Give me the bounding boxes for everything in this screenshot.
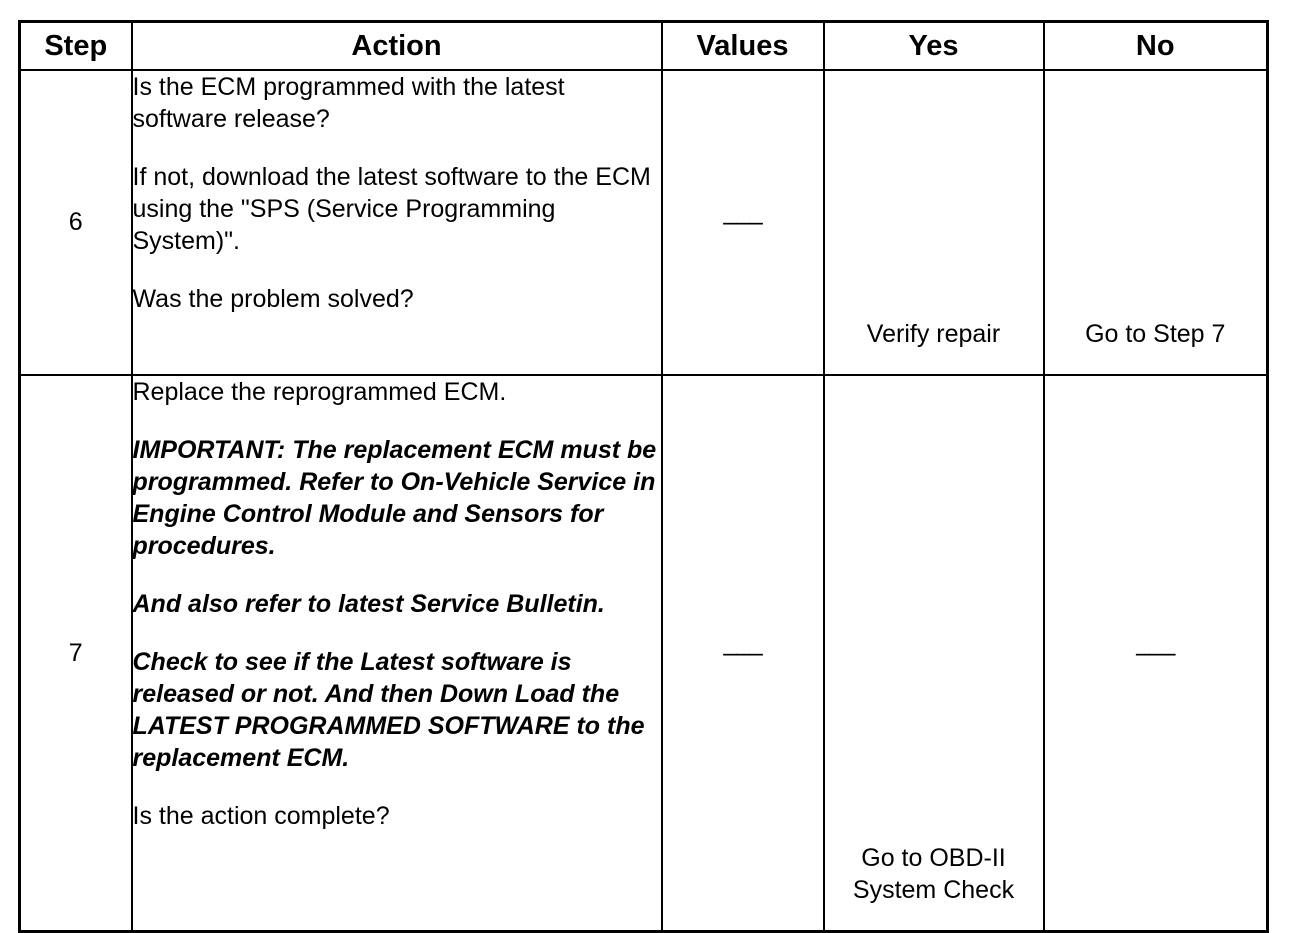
header-action: Action — [132, 22, 662, 71]
action-cell — [132, 70, 662, 375]
header-yes: Yes — [824, 22, 1044, 71]
action-question: Is the action complete? — [132, 802, 390, 830]
header-step: Step — [20, 22, 132, 71]
values-text: ––– — [723, 208, 762, 236]
header-row — [20, 22, 1268, 71]
header-no: No — [1044, 22, 1268, 71]
action-cell — [132, 375, 662, 932]
no-cell — [1044, 375, 1268, 932]
header-values: Values — [662, 22, 824, 71]
action-text: Is the ECM programmed with the latest software release? — [132, 73, 565, 133]
step-number: 7 — [20, 375, 132, 932]
no-text: ––– — [1135, 638, 1175, 667]
step-number: 6 — [20, 70, 132, 375]
yes-cell: Verify repair — [824, 70, 1044, 375]
yes-cell: Go to OBD-II System Check — [824, 375, 1044, 932]
action-text: Replace the reprogrammed ECM. — [132, 378, 507, 406]
action-question: Was the problem solved? — [132, 285, 414, 313]
no-cell: Go to Step 7 — [1044, 70, 1268, 375]
diagnostic-table — [18, 20, 1269, 933]
action-text: If not, download the latest software to the ECM using the "SPS (Service Programming System)". — [132, 163, 651, 255]
important-note: Check to see if the Latest software is released or not. And then Down Load the LATEST PROGRAMMED SOFTWARE to the replacement ECM. — [132, 648, 645, 772]
important-note: IMPORTANT: The replacement ECM must be programmed. Refer to On-Vehicle Service in Engine Control Module and Sensors for procedures. — [132, 436, 657, 560]
values-cell — [662, 70, 824, 375]
table-row-step-7 — [20, 375, 1268, 932]
table-row-step-6 — [20, 70, 1268, 375]
values-cell — [662, 375, 824, 932]
important-note: And also refer to latest Service Bulletin. — [132, 590, 605, 618]
values-text: ––– — [723, 638, 762, 667]
